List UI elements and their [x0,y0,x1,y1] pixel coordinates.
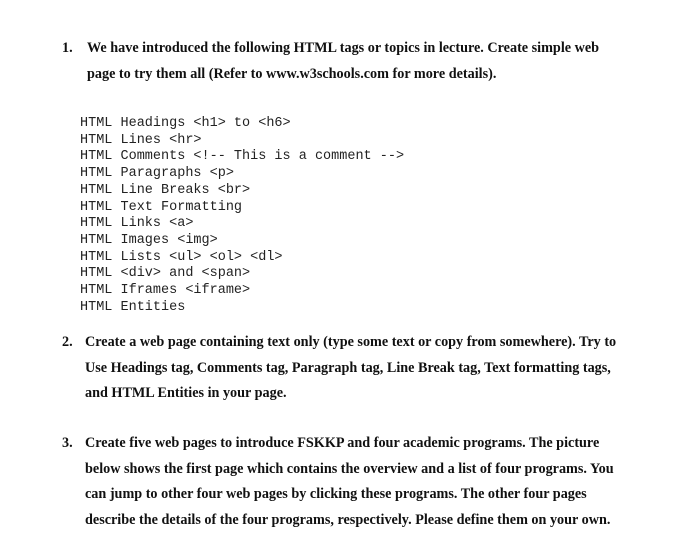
topic-item: HTML Text Formatting [80,199,243,215]
topic-item: HTML Iframes <iframe> [80,283,251,298]
topic-item: HTML Entities [80,299,186,315]
topic-item: HTML Paragraphs <p> [80,166,234,182]
question-3-line-1: Create five web pages to introduce FSKKP and four academic programs. The picture [85,435,600,451]
topic-item: HTML Lists <ul> <ol> <dl> [80,249,283,265]
question-3-line-2: below shows the first page which contains the overview and a list of four programs. You [85,461,614,477]
topic-item: HTML Headings <h1> to <h6> [80,116,291,131]
question-2 [62,334,682,409]
question-3-line-3: can jump to other four web pages by clicking these programs. The other four pages [85,486,587,502]
topic-item: HTML Links <a> [80,216,194,232]
topic-item: HTML Comments <!-- This is a comment --> [80,149,405,165]
topic-item: HTML <div> and <span> [80,266,251,282]
question-2-line-1: Create a web page containing text only (type some text or copy from somewhere). Try to [85,334,617,350]
question-1-line-1: We have introduced the following HTML tags or topics in lecture. Create simple web [87,40,600,56]
question-2-number: 2. [62,334,73,350]
topic-item: HTML Lines <hr> [80,132,202,148]
question-2-line-2: Use Headings tag, Comments tag, Paragraph tag, Line Break tag, Text formatting tags, [85,360,611,376]
question-1 [62,40,682,90]
question-3-line-4: describe the details of the four programs, respectively. Please define them on your own. [85,512,611,528]
question-2-line-3: and HTML Entities in your page. [85,385,287,401]
question-1-line-2: page to try them all (Refer to www.w3schools.com for more details). [87,66,497,82]
topic-item: HTML Images <img> [80,232,218,248]
question-3-number: 3. [62,435,73,451]
question-3 [62,435,682,535]
question-1-number: 1. [62,40,73,56]
topic-item: HTML Line Breaks <br> [80,182,251,198]
